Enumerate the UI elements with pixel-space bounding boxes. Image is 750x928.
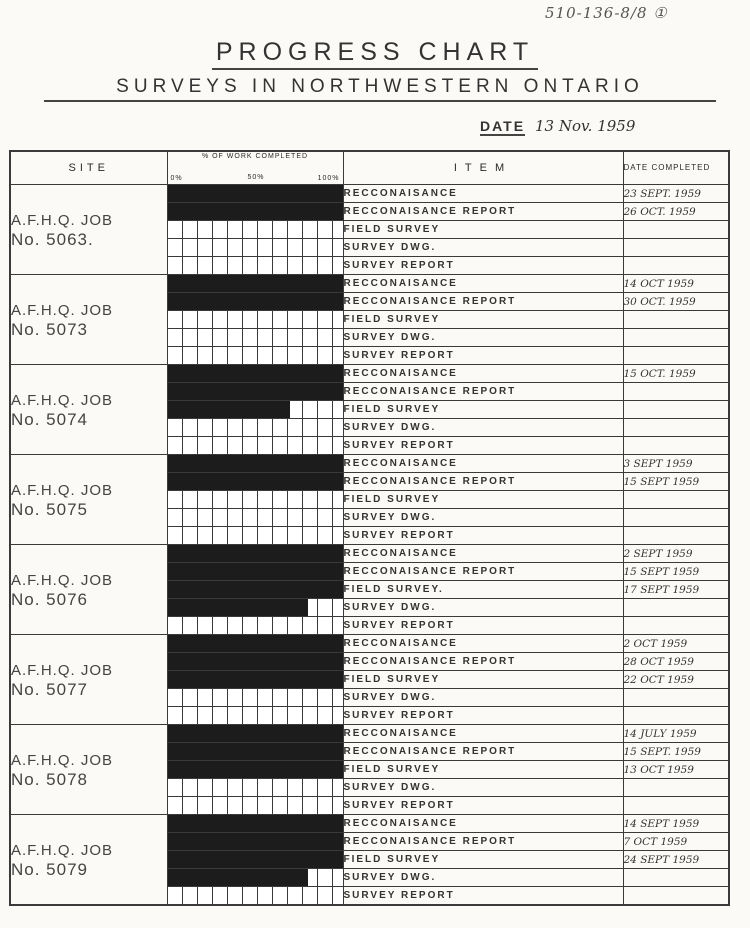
progress-fill	[168, 653, 343, 670]
date-completed-cell	[623, 707, 729, 725]
item-cell: SURVEY DWG.	[343, 869, 623, 887]
item-cell: RECCONAISANCE REPORT	[343, 653, 623, 671]
date-completed-cell	[623, 347, 729, 365]
progress-grid	[168, 707, 343, 724]
chart-title-text: PROGRESS CHART	[212, 38, 538, 70]
progress-cell	[167, 221, 343, 239]
item-cell: RECCONAISANCE REPORT	[343, 833, 623, 851]
date-completed-cell	[623, 491, 729, 509]
date-completed-cell	[623, 239, 729, 257]
progress-fill	[168, 743, 343, 760]
item-cell: SURVEY DWG.	[343, 329, 623, 347]
item-cell: FIELD SURVEY	[343, 311, 623, 329]
progress-cell	[167, 599, 343, 617]
header-date-completed: DATE COMPLETED	[623, 151, 729, 185]
table-row	[10, 365, 729, 383]
chart-body	[10, 185, 729, 906]
progress-cell	[167, 491, 343, 509]
date-value: 13 Nov. 1959	[534, 117, 636, 135]
item-cell: SURVEY REPORT	[343, 707, 623, 725]
date-completed-cell: 3 SEPT 1959	[623, 455, 729, 473]
progress-fill	[168, 563, 343, 580]
site-cell	[10, 275, 167, 365]
item-cell: FIELD SURVEY	[343, 671, 623, 689]
item-cell: RECCONAISANCE REPORT	[343, 383, 623, 401]
site-label: A.F.H.Q. JOB	[11, 571, 114, 589]
progress-table	[9, 150, 730, 906]
item-cell: FIELD SURVEY	[343, 401, 623, 419]
progress-fill	[168, 671, 343, 688]
document-reference: 510-136-8/8 ①	[545, 4, 668, 22]
site-label: A.F.H.Q. JOB	[11, 751, 114, 769]
progress-grid	[168, 509, 343, 526]
item-cell: SURVEY DWG.	[343, 239, 623, 257]
site-label: A.F.H.Q. JOB	[11, 481, 114, 499]
date-line	[480, 117, 635, 135]
item-cell: SURVEY REPORT	[343, 887, 623, 906]
item-cell: FIELD SURVEY	[343, 761, 623, 779]
progress-grid	[168, 437, 343, 454]
date-completed-cell: 15 SEPT 1959	[623, 473, 729, 491]
item-cell: SURVEY REPORT	[343, 797, 623, 815]
progress-cell	[167, 707, 343, 725]
progress-fill	[168, 599, 308, 616]
item-cell: SURVEY REPORT	[343, 257, 623, 275]
site-cell	[10, 455, 167, 545]
site-cell	[10, 365, 167, 455]
progress-cell	[167, 455, 343, 473]
date-completed-cell	[623, 437, 729, 455]
item-cell: RECCONAISANCE REPORT	[343, 563, 623, 581]
date-completed-cell: 14 SEPT 1959	[623, 815, 729, 833]
progress-fill	[168, 635, 343, 652]
date-completed-cell	[623, 383, 729, 401]
date-completed-cell	[623, 401, 729, 419]
date-completed-cell	[623, 869, 729, 887]
table-row	[10, 545, 729, 563]
progress-grid	[168, 311, 343, 328]
site-label: A.F.H.Q. JOB	[11, 391, 114, 409]
progress-fill	[168, 185, 343, 202]
date-completed-cell: 17 SEPT 1959	[623, 581, 729, 599]
date-completed-cell	[623, 329, 729, 347]
item-cell: FIELD SURVEY	[343, 491, 623, 509]
progress-fill	[168, 455, 343, 472]
progress-cell	[167, 311, 343, 329]
job-number: No. 5074	[11, 409, 88, 429]
progress-fill	[168, 401, 291, 418]
chart-subtitle: SURVEYS IN NORTHWESTERN ONTARIO	[44, 76, 716, 102]
date-completed-cell	[623, 689, 729, 707]
progress-cell	[167, 365, 343, 383]
progress-cell	[167, 185, 343, 203]
date-completed-cell: 22 OCT 1959	[623, 671, 729, 689]
progress-fill	[168, 473, 343, 490]
job-number: No. 5078	[11, 769, 88, 789]
site-label: A.F.H.Q. JOB	[11, 841, 114, 859]
header-row	[10, 151, 729, 185]
item-cell: SURVEY DWG.	[343, 599, 623, 617]
date-completed-cell: 14 OCT 1959	[623, 275, 729, 293]
chart-title	[0, 38, 750, 67]
item-cell: SURVEY REPORT	[343, 617, 623, 635]
job-number: No. 5076	[11, 589, 88, 609]
item-cell: RECCONAISANCE	[343, 815, 623, 833]
item-cell: RECCONAISANCE	[343, 545, 623, 563]
progress-fill	[168, 365, 343, 382]
date-completed-cell: 15 SEPT 1959	[623, 563, 729, 581]
job-number: No. 5073	[11, 319, 88, 339]
progress-cell	[167, 851, 343, 869]
progress-cell	[167, 563, 343, 581]
item-cell: RECCONAISANCE	[343, 185, 623, 203]
date-completed-cell: 28 OCT 1959	[623, 653, 729, 671]
progress-cell	[167, 329, 343, 347]
date-completed-cell: 30 OCT. 1959	[623, 293, 729, 311]
header-percent-100: 100%	[317, 175, 340, 182]
progress-grid	[168, 347, 343, 364]
header-site: SITE	[10, 151, 167, 185]
progress-fill	[168, 761, 343, 778]
progress-cell	[167, 293, 343, 311]
item-cell: SURVEY DWG.	[343, 689, 623, 707]
progress-cell	[167, 401, 343, 419]
progress-grid	[168, 329, 343, 346]
progress-cell	[167, 419, 343, 437]
table-row	[10, 725, 729, 743]
progress-cell	[167, 617, 343, 635]
progress-grid	[168, 779, 343, 796]
date-completed-cell	[623, 311, 729, 329]
item-cell: RECCONAISANCE REPORT	[343, 203, 623, 221]
date-completed-cell	[623, 509, 729, 527]
progress-cell	[167, 887, 343, 906]
date-completed-cell: 14 JULY 1959	[623, 725, 729, 743]
progress-grid	[168, 221, 343, 238]
progress-cell	[167, 815, 343, 833]
progress-cell	[167, 203, 343, 221]
progress-cell	[167, 527, 343, 545]
site-label: A.F.H.Q. JOB	[11, 301, 114, 319]
site-cell	[10, 545, 167, 635]
date-completed-cell: 2 OCT 1959	[623, 635, 729, 653]
progress-cell	[167, 653, 343, 671]
header-percent	[167, 151, 343, 185]
progress-grid	[168, 689, 343, 706]
progress-fill	[168, 833, 343, 850]
progress-fill	[168, 869, 308, 886]
progress-cell	[167, 383, 343, 401]
date-completed-cell: 7 OCT 1959	[623, 833, 729, 851]
progress-cell	[167, 347, 343, 365]
progress-cell	[167, 545, 343, 563]
progress-fill	[168, 545, 343, 562]
job-number: No. 5079	[11, 859, 88, 879]
progress-cell	[167, 761, 343, 779]
table-row	[10, 635, 729, 653]
item-cell: SURVEY DWG.	[343, 419, 623, 437]
item-cell: SURVEY DWG.	[343, 779, 623, 797]
date-label: DATE	[480, 118, 526, 134]
site-cell	[10, 725, 167, 815]
item-cell: FIELD SURVEY	[343, 851, 623, 869]
progress-cell	[167, 779, 343, 797]
item-cell: RECCONAISANCE	[343, 275, 623, 293]
progress-cell	[167, 275, 343, 293]
header-item: ITEM	[343, 151, 623, 185]
progress-cell	[167, 437, 343, 455]
site-cell	[10, 815, 167, 906]
table-row	[10, 455, 729, 473]
progress-cell	[167, 689, 343, 707]
progress-fill	[168, 581, 343, 598]
item-cell: FIELD SURVEY.	[343, 581, 623, 599]
date-completed-cell	[623, 779, 729, 797]
progress-fill	[168, 293, 343, 310]
progress-fill	[168, 725, 343, 742]
date-completed-cell	[623, 419, 729, 437]
date-completed-cell: 2 SEPT 1959	[623, 545, 729, 563]
header-percent-0: 0%	[170, 175, 183, 182]
item-cell: RECCONAISANCE REPORT	[343, 473, 623, 491]
date-completed-cell	[623, 599, 729, 617]
table-row	[10, 185, 729, 203]
item-cell: FIELD SURVEY	[343, 221, 623, 239]
date-completed-cell	[623, 617, 729, 635]
progress-fill	[168, 383, 343, 400]
date-completed-cell: 15 SEPT. 1959	[623, 743, 729, 761]
progress-cell	[167, 833, 343, 851]
progress-grid	[168, 419, 343, 436]
table-row	[10, 815, 729, 833]
progress-cell	[167, 239, 343, 257]
progress-fill	[168, 203, 343, 220]
item-cell: SURVEY REPORT	[343, 347, 623, 365]
item-cell: RECCONAISANCE	[343, 725, 623, 743]
progress-cell	[167, 635, 343, 653]
item-cell: SURVEY REPORT	[343, 527, 623, 545]
progress-cell	[167, 797, 343, 815]
progress-cell	[167, 671, 343, 689]
progress-cell	[167, 257, 343, 275]
progress-cell	[167, 581, 343, 599]
item-cell: SURVEY DWG.	[343, 509, 623, 527]
progress-fill	[168, 275, 343, 292]
date-completed-cell: 24 SEPT 1959	[623, 851, 729, 869]
progress-fill	[168, 815, 343, 832]
progress-cell	[167, 725, 343, 743]
item-cell: RECCONAISANCE REPORT	[343, 743, 623, 761]
progress-grid	[168, 491, 343, 508]
date-completed-cell: 23 SEPT. 1959	[623, 185, 729, 203]
progress-grid	[168, 887, 343, 904]
item-cell: SURVEY REPORT	[343, 437, 623, 455]
date-completed-cell: 15 OCT. 1959	[623, 365, 729, 383]
date-completed-cell	[623, 797, 729, 815]
site-cell	[10, 635, 167, 725]
progress-cell	[167, 509, 343, 527]
date-completed-cell	[623, 221, 729, 239]
job-number: No. 5063.	[11, 229, 94, 249]
progress-cell	[167, 473, 343, 491]
progress-grid	[168, 527, 343, 544]
header-percent-50: 50%	[247, 174, 265, 181]
item-cell: RECCONAISANCE	[343, 635, 623, 653]
progress-cell	[167, 869, 343, 887]
job-number: No. 5077	[11, 679, 88, 699]
progress-cell	[167, 743, 343, 761]
date-completed-cell: 13 OCT 1959	[623, 761, 729, 779]
date-completed-cell	[623, 887, 729, 906]
progress-grid	[168, 617, 343, 634]
header-percent-label: % OF WORK COMPLETED	[201, 153, 309, 160]
job-number: No. 5075	[11, 499, 88, 519]
site-label: A.F.H.Q. JOB	[11, 661, 114, 679]
item-cell: RECCONAISANCE	[343, 365, 623, 383]
date-completed-cell	[623, 257, 729, 275]
progress-grid	[168, 239, 343, 256]
progress-grid	[168, 257, 343, 274]
table-row	[10, 275, 729, 293]
progress-fill	[168, 851, 343, 868]
date-completed-cell: 26 OCT. 1959	[623, 203, 729, 221]
progress-grid	[168, 797, 343, 814]
item-cell: RECCONAISANCE	[343, 455, 623, 473]
item-cell: RECCONAISANCE REPORT	[343, 293, 623, 311]
site-label: A.F.H.Q. JOB	[11, 211, 114, 229]
date-completed-cell	[623, 527, 729, 545]
site-cell	[10, 185, 167, 275]
